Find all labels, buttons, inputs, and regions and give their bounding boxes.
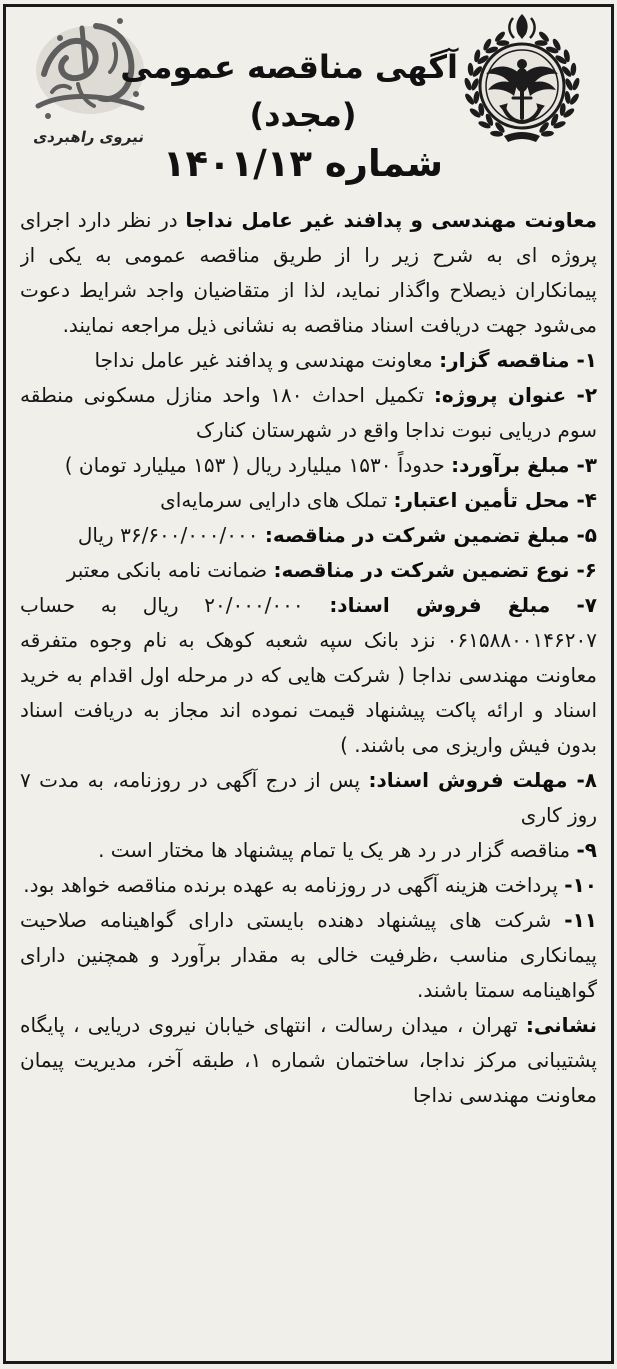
item-4 — [20, 483, 597, 518]
item-text: ۲۰/۰۰۰/۰۰۰ ریال به حساب ۰۶۱۵۸۸۰۰۱۴۶۲۰۷ نزد بانک سپه شعبه کوهک به نام وجوه متفرقه معاونت مهندسی نداجا ( شرکت هایی که در مرحله اول اقدام به خرید اسناد و ارائه پاکت پیشنهاد قیمت نموده اند مجاز به دریافت اسناد بدون فیش واریزی می باشند. ) — [20, 593, 597, 757]
item-label: ۹- — [576, 838, 597, 862]
item-3 — [20, 448, 597, 483]
item-label: ۱- مناقصه گزار: — [439, 348, 597, 372]
item-1 — [20, 343, 597, 378]
item-9 — [20, 833, 597, 868]
item-text: ضمانت نامه بانکی معتبر — [66, 558, 268, 582]
tulip-center — [516, 14, 527, 39]
eagle-head — [517, 59, 527, 69]
number-value: ۱۴۰۱/۱۳ — [162, 142, 312, 185]
dot-4 — [45, 113, 51, 119]
item-10 — [20, 868, 597, 903]
item-text: معاونت مهندسی و پدافند غیر عامل نداجا — [94, 348, 433, 372]
address-paragraph — [20, 1008, 597, 1113]
item-label: ۴- محل تأمین اعتبار: — [393, 488, 597, 512]
wreath-leaf — [463, 77, 473, 91]
item-5 — [20, 518, 597, 553]
item-text: پرداخت هزینه آگهی در روزنامه به عهده برنده مناقصه خواهد بود. — [23, 873, 558, 897]
intro-org: معاونت مهندسی و پدافند غیر عامل نداجا — [185, 208, 597, 232]
item-label: ۱۰- — [564, 873, 597, 897]
address-label: نشانی: — [525, 1013, 597, 1037]
tulip-left — [509, 18, 514, 38]
item-text: تکمیل احداث ۱۸۰ واحد منازل مسکونی منطقه سوم دریایی نبوت نداجا واقع در شهرستان کنارک — [20, 383, 597, 442]
item-label: ۸- مهلت فروش اسناد: — [368, 768, 597, 792]
item-7 — [20, 588, 597, 763]
navy-emblem — [452, 12, 592, 144]
item-label: ۱۱- — [564, 908, 597, 932]
intro-text: در نظر دارد اجرای پروژه ای به شرح زیر را از طریق مناقصه عمومی به یکی از پیمانکاران ذیصلاح واگذار نماید، لذا از متقاضیان واجد شرایط دعوت می‌شود جهت دریافت اسناد مناقصه به نشانی ذیل مراجعه نمایند. — [20, 208, 597, 337]
item-text: تملک های دارایی سرمایه‌ای — [160, 488, 388, 512]
wreath-ribbon — [504, 132, 540, 142]
intro-paragraph — [20, 203, 597, 343]
notice-number — [148, 138, 458, 190]
notice-title: آگهی مناقصه عمومی — [120, 48, 458, 86]
number-label: شماره — [324, 142, 444, 185]
wreath-leaf — [571, 77, 581, 91]
item-text: ۳۶/۶۰۰/۰۰۰/۰۰۰ ریال — [77, 523, 259, 547]
navy-emblem-icon — [452, 12, 592, 144]
item-text: مناقصه گزار در رد هر یک یا تمام پیشنهاد ها مختار است . — [98, 838, 571, 862]
dot-1 — [57, 35, 63, 41]
tulip-right — [530, 18, 535, 38]
notice-subtitle: (مجدد) — [249, 96, 357, 134]
item-text: شرکت های پیشنهاد دهنده بایستی دارای گواهینامه صلاحیت پیمانکاری مناسب ،ظرفیت خالی به مقدار برآورد و همچنین دارای گواهینامه سمتا باشند. — [20, 908, 597, 1002]
item-text: پس از درج آگهی در روزنامه، به مدت ۷ روز کاری — [20, 768, 597, 827]
item-label: ۳- مبلغ برآورد: — [451, 453, 597, 477]
item-6 — [20, 553, 597, 588]
item-text: حدوداً ۱۵۳۰ میلیارد ریال ( ۱۵۳ میلیارد تومان ) — [64, 453, 445, 477]
dot-2 — [117, 18, 123, 24]
top-emblem — [509, 14, 534, 39]
address-text: تهران ، میدان رسالت ، انتهای خیابان نیروی دریایی ، پایگاه پشتیبانی مرکز نداجا، ساختمان شماره ۱، طبقه آخر، مدیریت پیمان معاونت مهندسی نداجا — [20, 1013, 597, 1107]
item-label: ۵- مبلغ تضمین شرکت در مناقصه: — [264, 523, 597, 547]
item-label: ۶- نوع تضمین شرکت در مناقصه: — [273, 558, 597, 582]
dot-3 — [133, 91, 139, 97]
item-label: ۷- مبلغ فروش اسناد: — [329, 593, 597, 617]
notice-body — [20, 203, 597, 1353]
item-11 — [20, 903, 597, 1008]
item-2 — [20, 378, 597, 448]
item-8 — [20, 763, 597, 833]
item-label: ۲- عنوان پروژه: — [433, 383, 597, 407]
logo-caption: نیروی راهبردی — [32, 128, 146, 146]
